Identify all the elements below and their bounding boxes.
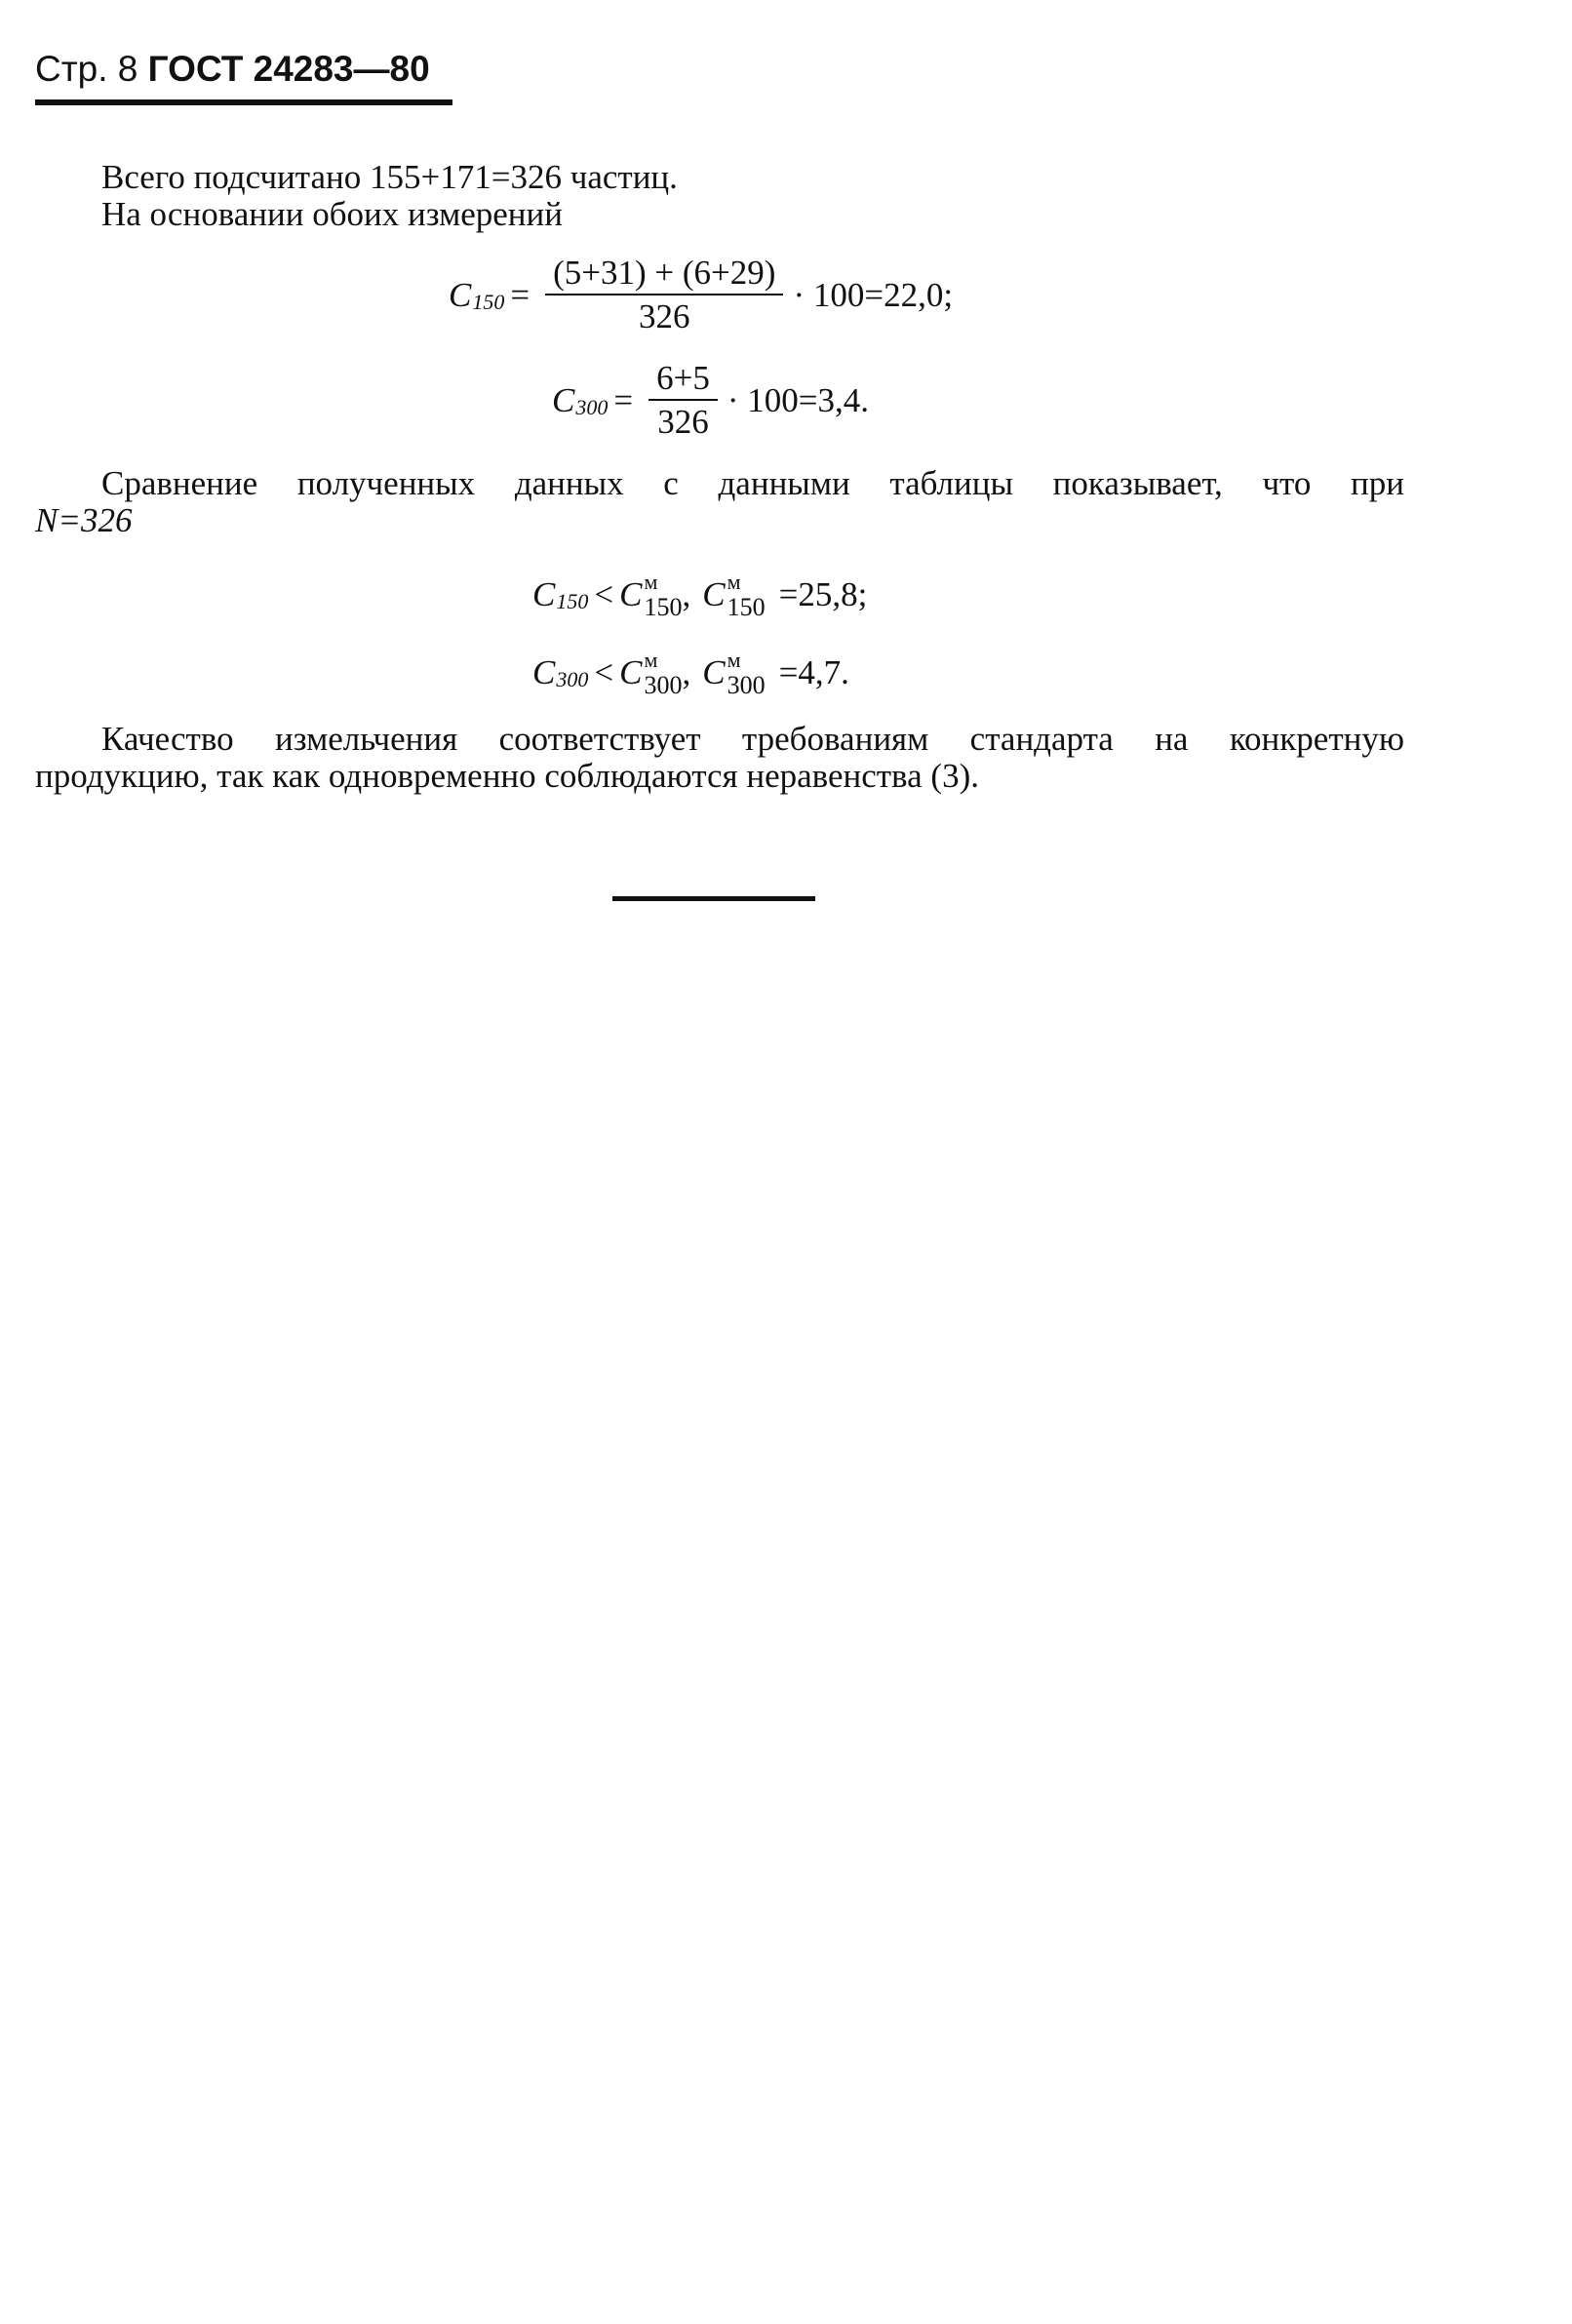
- ineq150-m-sup: м: [644, 570, 658, 594]
- formula-c150-eq: =: [510, 275, 531, 314]
- standard-code: ГОСТ 24283—80: [147, 49, 430, 89]
- formula-c300: [552, 361, 869, 439]
- ineq150-lt: <: [594, 574, 614, 613]
- header-rule: [35, 99, 452, 105]
- ineq300-m-sub: 300: [644, 671, 683, 699]
- page-label: Стр. 8: [35, 49, 138, 89]
- ineq150-m2-sup: м: [727, 570, 741, 594]
- ineq300-symbol: C: [532, 652, 556, 691]
- comparison-text-line1: Сравнение полученных данных с данными таблицы показывает, что при: [101, 464, 1404, 502]
- ineq300-m-indices: [644, 650, 682, 698]
- formula-c300-numerator: 6+5: [648, 361, 718, 401]
- conclusion-text-line1: Качество измельчения соответствует требованиям стандарта на конкретную: [101, 720, 1404, 758]
- ineq300-m2-indices: [727, 650, 766, 698]
- ineq150-m-sub: 150: [644, 593, 683, 621]
- conclusion-text-line2: продукцию, так как одновременно соблюдаются неравенства (3).: [35, 757, 979, 795]
- both-measurements-text: На основании обоих измерений: [101, 195, 563, 233]
- formula-c150-symbol: C: [449, 275, 472, 314]
- comparison-text-line2: [35, 501, 132, 540]
- ineq300-lt: <: [594, 652, 614, 691]
- inequality-300: [532, 648, 849, 699]
- ineq150-m2-sub: 150: [727, 593, 766, 621]
- ineq150-sub: 150: [556, 589, 589, 613]
- ineq150-sep: ,: [682, 574, 691, 613]
- ineq150-m-symbol: C: [619, 574, 643, 613]
- formula-c300-symbol: C: [552, 380, 575, 419]
- ineq300-sep: ,: [682, 652, 691, 691]
- formula-c150-numerator: (5+31) + (6+29): [545, 256, 783, 295]
- inequality-150: [532, 570, 868, 621]
- ineq300-m2-sup: м: [727, 648, 741, 672]
- formula-c150: [449, 256, 953, 334]
- end-rule: [612, 896, 815, 901]
- formula-c150-fraction: [545, 256, 783, 334]
- page-header: [35, 51, 430, 87]
- formula-c300-fraction: [648, 361, 718, 439]
- ineq300-sub: 300: [556, 667, 589, 691]
- formula-c150-denominator: 326: [639, 297, 690, 335]
- formula-c150-sub: 150: [472, 290, 505, 314]
- ineq150-m2-indices: [727, 571, 766, 620]
- ineq150-value: =25,8;: [778, 574, 868, 613]
- formula-c150-rest: · 100=22,0;: [793, 275, 954, 314]
- formula-c300-denominator: 326: [657, 403, 709, 441]
- ineq300-value: =4,7.: [778, 652, 849, 691]
- formula-c300-eq: =: [613, 380, 634, 419]
- ineq300-m-symbol: C: [619, 652, 643, 691]
- ineq300-m-sup: м: [644, 648, 658, 672]
- comparison-n-value: N=326: [35, 501, 133, 539]
- formula-c300-sub: 300: [575, 395, 609, 419]
- formula-c300-rest: · 100=3,4.: [727, 380, 870, 419]
- ineq300-m2-symbol: C: [702, 652, 726, 691]
- ineq300-m2-sub: 300: [727, 671, 766, 699]
- total-count-text: Всего подсчитано 155+171=326 частиц.: [101, 158, 678, 196]
- ineq150-symbol: C: [532, 574, 556, 613]
- ineq150-m2-symbol: C: [702, 574, 726, 613]
- ineq150-m-indices: [644, 571, 682, 620]
